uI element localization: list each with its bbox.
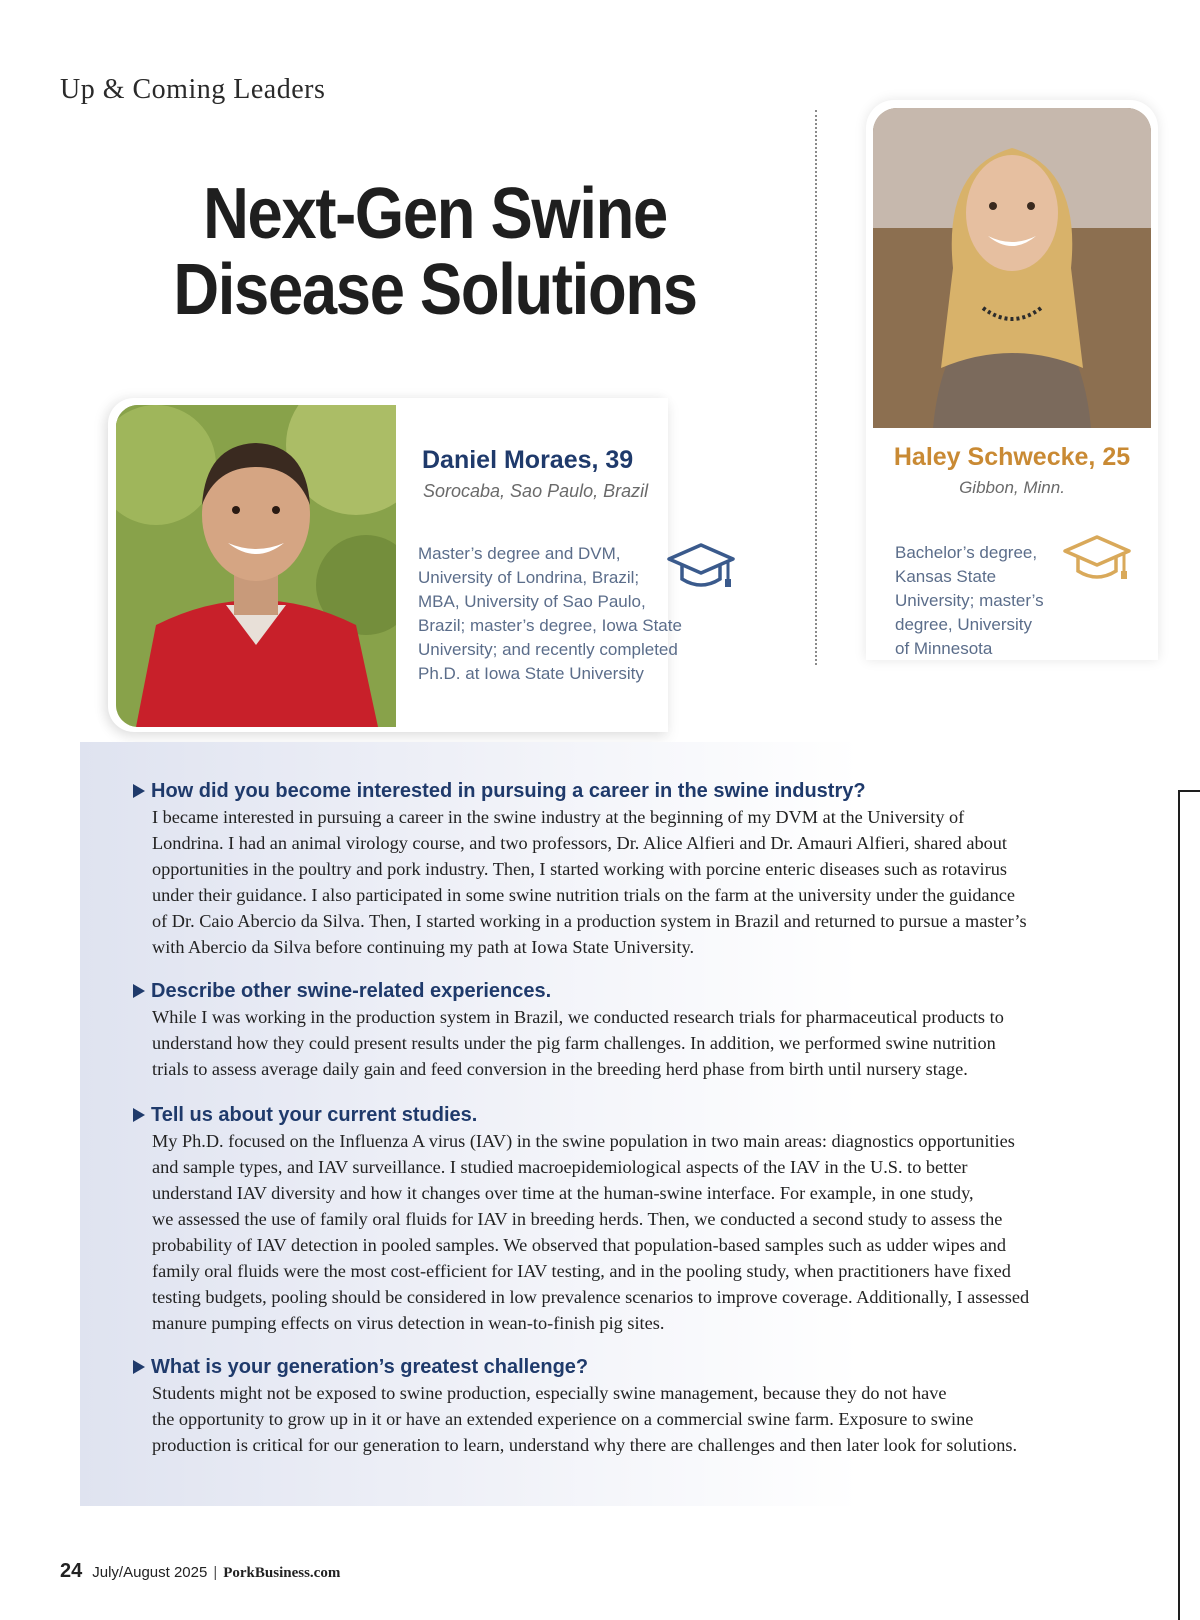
- answer-line: probability of IAV detection in pooled samples. We observed that population-based samples such as udder wipes and: [152, 1235, 1007, 1255]
- qa-answer: [152, 1380, 1093, 1458]
- headline-line-1: Next-Gen Swine: [203, 174, 667, 254]
- answer-line: manure pumping effects on virus detection in wean-to-finish pig sites.: [152, 1313, 665, 1333]
- answer-line: the opportunity to grow up in it or have an extended experience on a commercial swine farm. Exposure to swine: [152, 1409, 974, 1429]
- qa-answer: [152, 1128, 1093, 1336]
- footer-separator: |: [213, 1564, 218, 1581]
- page-edge-rule: [1178, 790, 1200, 1620]
- qa-item-3: [133, 1102, 1093, 1336]
- issue-date: July/August 2025: [92, 1564, 208, 1581]
- triangle-bullet-icon: [133, 1360, 145, 1374]
- answer-line: While I was working in the production system in Brazil, we conducted research trials for pharmaceutical products to: [152, 1007, 1004, 1027]
- qa-answer: [152, 1004, 1093, 1082]
- education-line: of Minnesota: [895, 639, 993, 658]
- qa-question-text: What is your generation’s greatest challenge?: [151, 1356, 589, 1378]
- education-line: Bachelor’s degree,: [895, 543, 1038, 562]
- qa-question: [133, 1102, 1093, 1128]
- answer-line: understand IAV diversity and how it changes over time at the human-swine interface. For example, in one study,: [152, 1183, 974, 1203]
- qa-answer: [152, 804, 1093, 960]
- section-label: Up & Coming Leaders: [60, 74, 326, 105]
- answer-line: with Abercio da Silva before continuing my path at Iowa State University.: [152, 937, 695, 957]
- triangle-bullet-icon: [133, 784, 145, 798]
- answer-line: of Dr. Caio Abercio da Silva. Then, I started working in a production system in Brazil and returned to pursue a master’s: [152, 911, 1027, 931]
- answer-line: opportunities in the poultry and pork industry. Then, I started working with porcine enteric diseases such as rotavirus: [152, 859, 1007, 879]
- qa-item-4: [133, 1354, 1093, 1458]
- answer-line: trials to assess average daily gain and feed conversion in the breeding herd phase from birth until nursery stage.: [152, 1059, 968, 1079]
- answer-line: we assessed the use of family oral fluids for IAV in breeding herds. Then, we conducted a second study to assess the: [152, 1209, 1003, 1229]
- education-line: University; and recently completed: [418, 640, 678, 659]
- qa-question-text: Describe other swine-related experiences.: [151, 980, 552, 1002]
- education-line: University; master’s: [895, 591, 1044, 610]
- education-line: degree, University: [895, 615, 1033, 634]
- qa-question: [133, 978, 1093, 1004]
- qa-item-1: [133, 778, 1093, 960]
- education-line: Ph.D. at Iowa State University: [418, 664, 644, 683]
- answer-line: under their guidance. I also participated in some swine nutrition trials on the farm at the university under the guidance: [152, 885, 1016, 905]
- profile-location-daniel: Sorocaba, Sao Paulo, Brazil: [423, 481, 649, 501]
- answer-line: My Ph.D. focused on the Influenza A virus (IAV) in the swine population in two main areas: diagnostics opportunities: [152, 1131, 1015, 1151]
- profile-photo-daniel: [116, 405, 396, 727]
- page-number: 24: [60, 1560, 83, 1582]
- page-footer: [60, 1560, 340, 1583]
- answer-line: testing budgets, pooling should be considered in low prevalence scenarios to improve coverage. Additionally, I assessed: [152, 1287, 1030, 1307]
- profile-photo-haley: [873, 108, 1151, 428]
- answer-line: production is critical for our generation to learn, understand why there are challenges and then later look for solutions.: [152, 1435, 1018, 1455]
- answer-line: and sample types, and IAV surveillance. I studied macroepidemiological aspects of the IAV in the U.S. to better: [152, 1157, 968, 1177]
- triangle-bullet-icon: [133, 1108, 145, 1122]
- page-title: [158, 176, 712, 328]
- qa-question-text: Tell us about your current studies.: [151, 1104, 478, 1126]
- answer-line: Students might not be exposed to swine production, especially swine management, because they do not have: [152, 1383, 947, 1403]
- answer-line: family oral fluids were the most cost-efficient for IAV testing, and in the pooling study, when practitioners have fixed: [152, 1261, 1011, 1281]
- column-divider: [815, 110, 817, 665]
- education-line: MBA, University of Sao Paulo,: [418, 592, 646, 611]
- education-line: Brazil; master’s degree, Iowa State: [418, 616, 682, 635]
- graduation-cap-icon: [666, 541, 736, 596]
- qa-question-text: How did you become interested in pursuing a career in the swine industry?: [151, 780, 866, 802]
- graduation-cap-icon: [1062, 533, 1132, 588]
- answer-line: Londrina. I had an animal virology course, and two professors, Dr. Alice Alfieri and Dr. Amauri Alfieri, shared about: [152, 833, 1007, 853]
- qa-question: [133, 778, 1093, 804]
- headline-line-2: Disease Solutions: [173, 250, 697, 330]
- profile-name-daniel: Daniel Moraes, 39: [422, 446, 634, 474]
- qa-item-2: [133, 978, 1093, 1082]
- profile-education-haley: [895, 541, 1070, 661]
- qa-question: [133, 1354, 1093, 1380]
- profile-name-haley: Haley Schwecke, 25: [893, 443, 1131, 471]
- profile-location-haley: Gibbon, Minn.: [959, 478, 1065, 497]
- answer-line: understand how they could present results under the pig farm challenges. In addition, we performed swine nutrition: [152, 1033, 996, 1053]
- education-line: Kansas State: [895, 567, 997, 586]
- education-line: Master’s degree and DVM,: [418, 544, 621, 563]
- site-name: PorkBusiness.com: [223, 1565, 341, 1581]
- answer-line: I became interested in pursuing a career in the swine industry at the beginning of my DVM at the University of: [152, 807, 965, 827]
- triangle-bullet-icon: [133, 984, 145, 998]
- education-line: University of Londrina, Brazil;: [418, 568, 640, 587]
